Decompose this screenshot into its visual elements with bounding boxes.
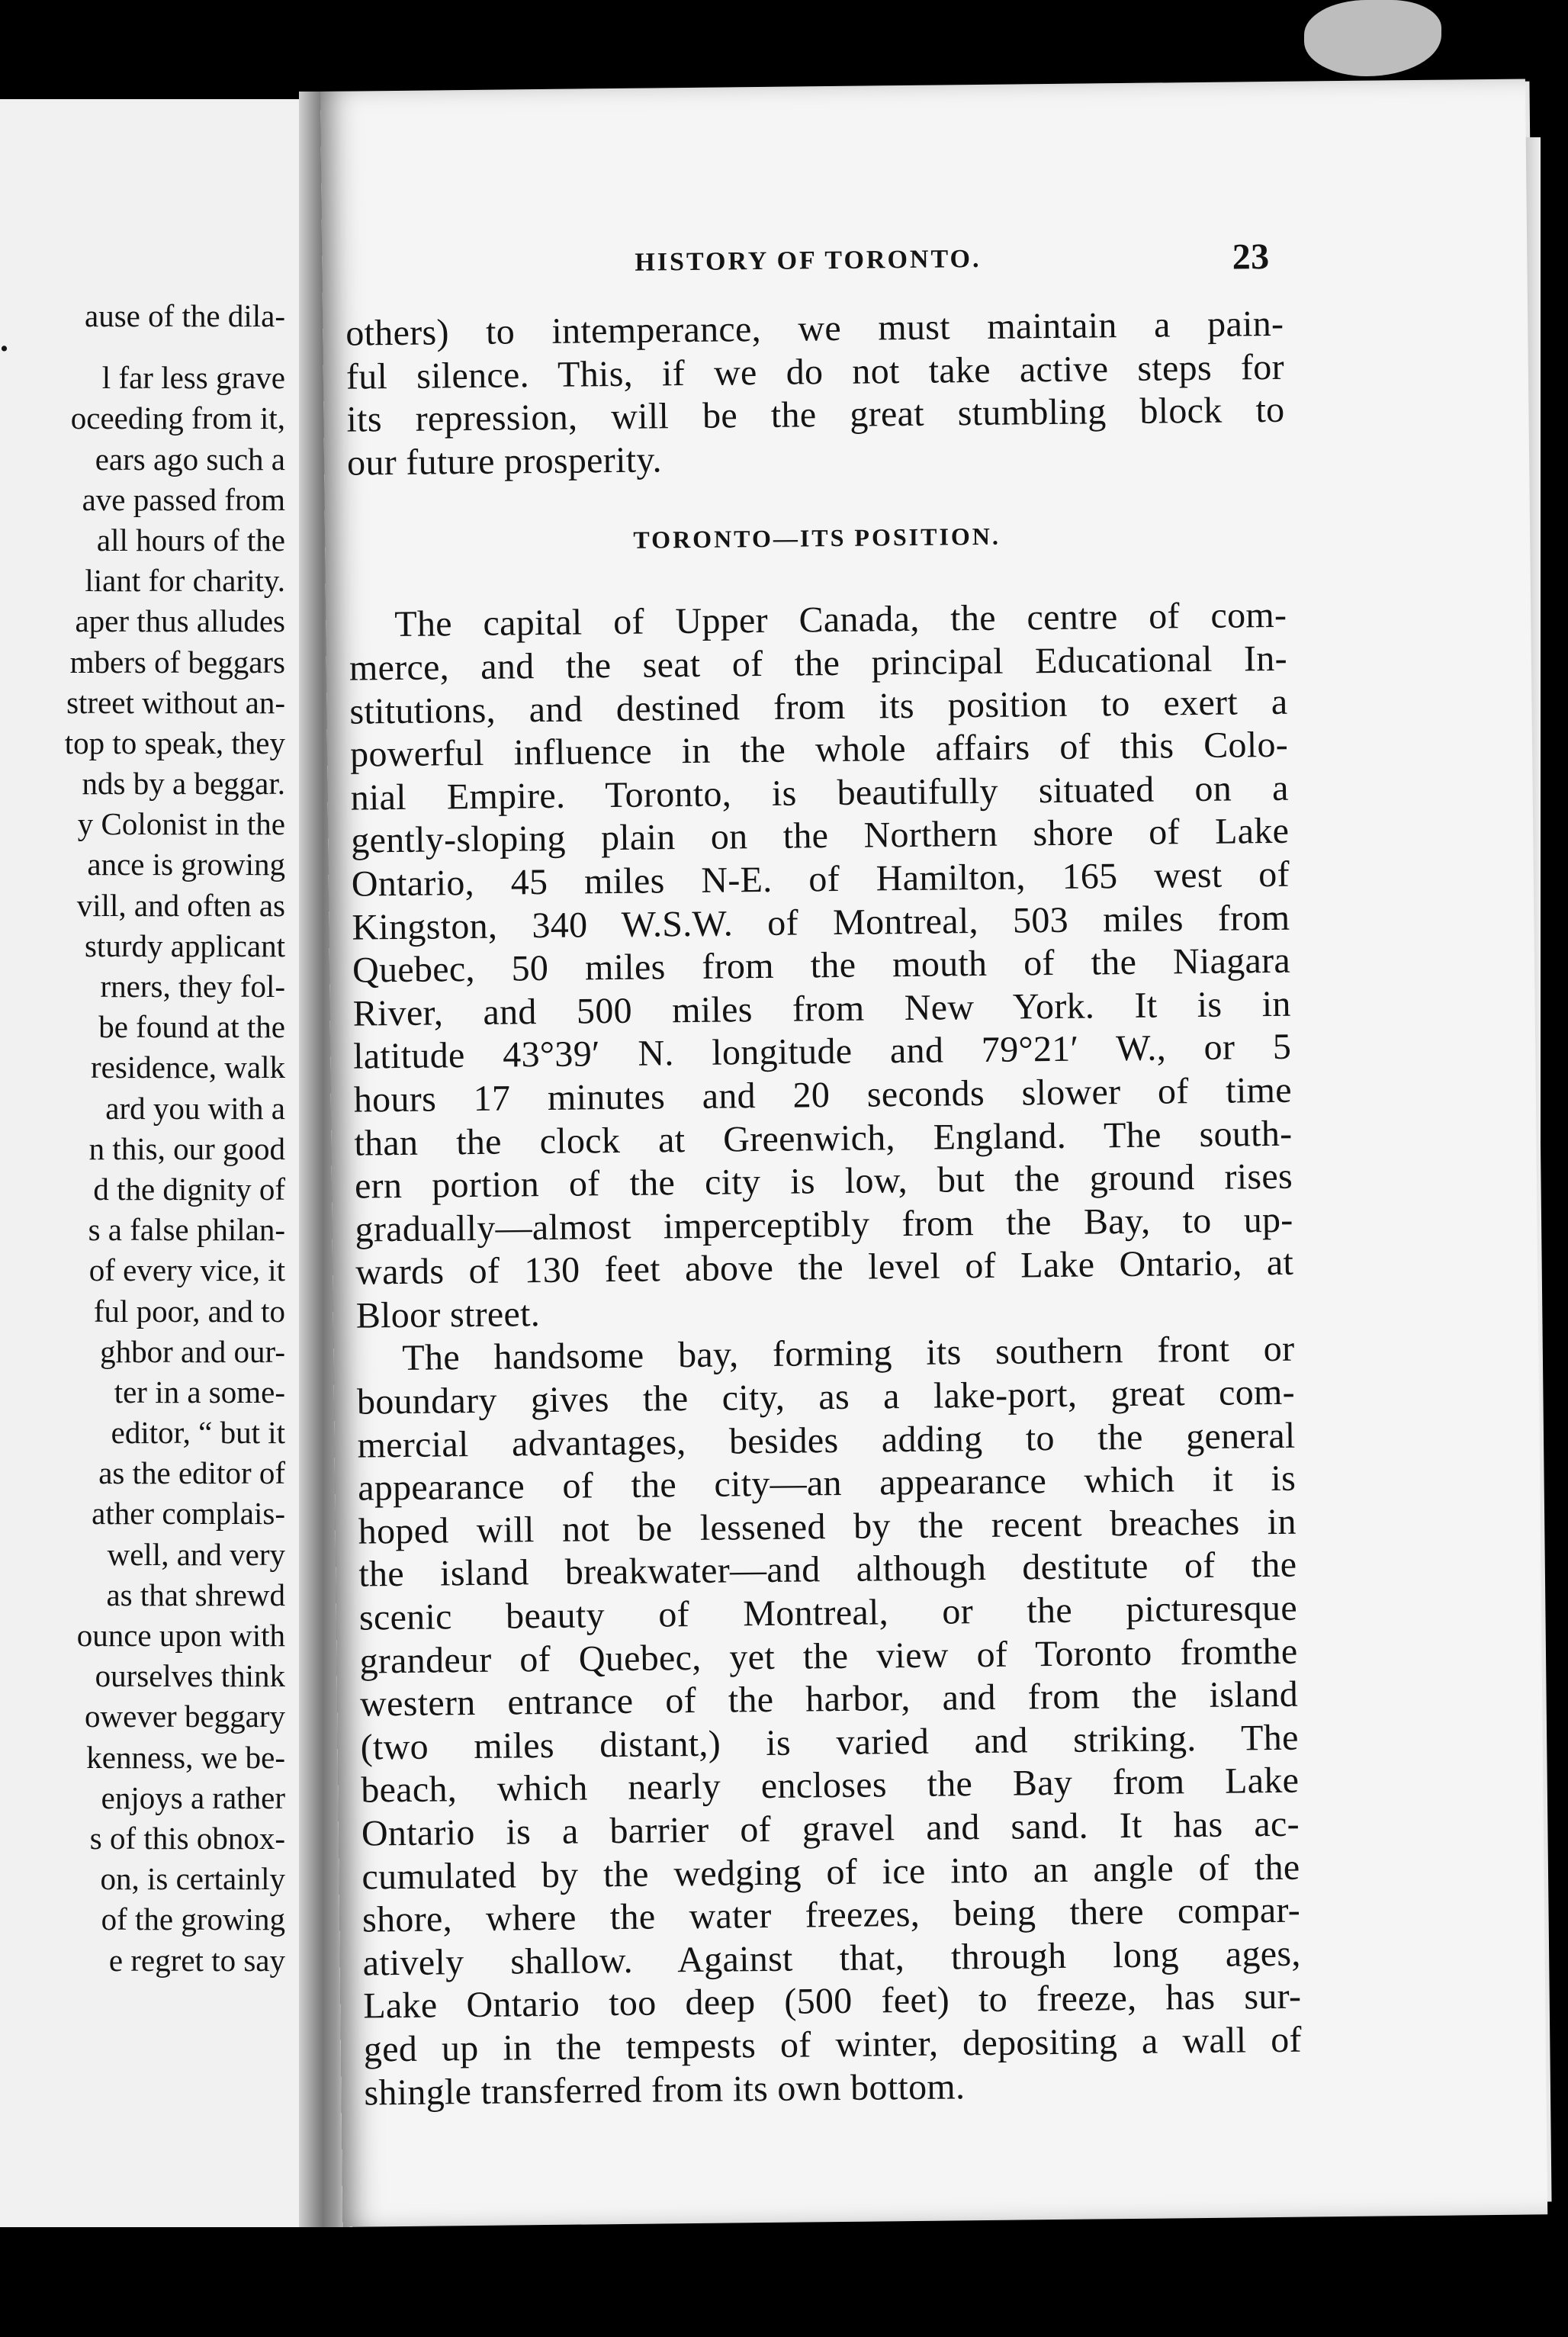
facing-text-line: owever beggary bbox=[85, 1699, 285, 1734]
paragraph-bay bbox=[356, 1328, 1303, 2115]
facing-text-line: kenness, we be- bbox=[86, 1739, 285, 1775]
facing-text-line: sturdy applicant bbox=[84, 927, 285, 963]
text-line: than the clock at Greenwich, England. The south- bbox=[354, 1113, 1293, 1164]
facing-text-line: top to speak, they bbox=[64, 725, 285, 760]
facing-text-line: n this, our good bbox=[88, 1130, 285, 1166]
text-line: appearance of the city—an appearance which it is bbox=[357, 1458, 1296, 1509]
facing-text-line: s of this obnox- bbox=[89, 1820, 285, 1856]
running-head bbox=[345, 227, 1284, 313]
scan-background bbox=[0, 2227, 1568, 2337]
page-23 bbox=[320, 79, 1547, 2226]
facing-page-left bbox=[0, 99, 313, 2227]
facing-text-line: residence, walk bbox=[91, 1050, 285, 1085]
page-number: 23 bbox=[1232, 236, 1270, 278]
text-line: beach, which nearly encloses the Bay from Lake bbox=[361, 1760, 1300, 1811]
facing-text-line: ter in a some- bbox=[114, 1374, 285, 1410]
facing-text-line: well, and very bbox=[107, 1536, 285, 1572]
facing-page-text bbox=[0, 296, 285, 1981]
text-line: The handsome bay, forming its southern front or bbox=[402, 1329, 1295, 1379]
facing-text-line: ourselves think bbox=[95, 1658, 285, 1694]
intro-paragraph bbox=[345, 303, 1285, 485]
facing-text-line: of every vice, it bbox=[88, 1252, 285, 1288]
facing-text-line: ounce upon with bbox=[76, 1618, 285, 1653]
text-line: mercial advantages, besides adding to the general bbox=[357, 1415, 1296, 1466]
text-line: its repression, will be the great stumbling block to bbox=[346, 389, 1285, 440]
facing-page-mark: . bbox=[0, 321, 8, 358]
text-line: gently-sloping plain on the Northern shore of Lake bbox=[351, 811, 1290, 861]
facing-text-line: ghbor and our- bbox=[100, 1333, 285, 1369]
facing-text-line: ave passed from bbox=[82, 481, 285, 517]
facing-text-line: liant for charity. bbox=[85, 563, 285, 599]
facing-text-line: ears ago such a bbox=[95, 441, 285, 477]
text-line: atively shallow. Against that, through long ages, bbox=[362, 1933, 1301, 1984]
facing-text-line: mbers of beggars bbox=[69, 644, 285, 680]
text-line: Kingston, 340 W.S.W. of Montreal, 503 miles from bbox=[352, 897, 1290, 948]
running-head-title: HISTORY OF TORONTO. bbox=[635, 244, 982, 277]
text-line: hours 17 minutes and 20 seconds slower of time bbox=[353, 1069, 1293, 1120]
text-line: merce, and the seat of the principal Educational In- bbox=[349, 638, 1288, 689]
section-heading: TORONTO—ITS POSITION. bbox=[633, 522, 1001, 555]
paragraph-position bbox=[349, 594, 1294, 1338]
text-line: Bloor street. bbox=[355, 1293, 541, 1336]
facing-text-line: on, is certainly bbox=[100, 1861, 285, 1897]
facing-text-line: y Colonist in the bbox=[77, 806, 285, 842]
text-line: Lake Ontario too deep (500 feet) to freeze, has sur- bbox=[363, 1976, 1302, 2027]
facing-text-line: as the editor of bbox=[98, 1455, 285, 1491]
page-content bbox=[345, 227, 1303, 2115]
text-line: cumulated by the wedging of ice into an angle of the bbox=[361, 1847, 1300, 1898]
facing-text-line: be found at the bbox=[98, 1009, 285, 1045]
facing-text-line: ful poor, and to bbox=[93, 1293, 285, 1329]
text-line: powerful influence in the whole affairs of this Colo- bbox=[349, 724, 1289, 775]
text-line: western entrance of the harbor, and from the island bbox=[359, 1673, 1299, 1725]
facing-text-line: e regret to say bbox=[108, 1942, 285, 1978]
facing-text-line: vill, and often as bbox=[76, 887, 285, 923]
facing-text-line: ather complais- bbox=[92, 1496, 285, 1532]
text-line: shore, where the water freezes, being there compar- bbox=[361, 1889, 1301, 1940]
facing-text-line: oceeding from it, bbox=[70, 400, 285, 436]
facing-text-gap bbox=[0, 336, 285, 358]
facing-text-line: d the dignity of bbox=[93, 1171, 285, 1207]
text-line: wards of 130 feet above the level of Lake Ontario, at bbox=[355, 1242, 1294, 1293]
text-line: stitutions, and destined from its position to exert a bbox=[349, 681, 1288, 732]
facing-text-line: street without an- bbox=[66, 684, 285, 720]
facing-text-line: l far less grave bbox=[101, 360, 285, 396]
text-line: the island breakwater—and although destitute of the bbox=[358, 1545, 1297, 1596]
paper-debris bbox=[1304, 0, 1441, 76]
facing-text-line: of the growing bbox=[101, 1901, 285, 1937]
text-line: latitude 43°39′ N. longitude and 79°21′ W., or 5 bbox=[352, 1027, 1292, 1077]
text-line: scenic beauty of Montreal, or the picturesque bbox=[358, 1587, 1298, 1638]
facing-text-line: ance is growing bbox=[87, 847, 285, 882]
text-line: ful silence. This, if we do not take active steps for bbox=[345, 346, 1285, 397]
text-line: Quebec, 50 miles from the mouth of the Niagara bbox=[352, 940, 1291, 991]
text-line: nial Empire. Toronto, is beautifully situated on a bbox=[350, 767, 1289, 818]
text-line: gradually—almost imperceptibly from the Bay, to up- bbox=[355, 1199, 1293, 1250]
text-line: hoped will not be lessened by the recent breaches in bbox=[358, 1501, 1296, 1552]
text-line: Ontario, 45 miles N-E. of Hamilton, 165 west of bbox=[351, 853, 1290, 905]
facing-text-line: aper thus alludes bbox=[75, 603, 285, 639]
text-line: ged up in the tempests of winter, depositing a wall of bbox=[363, 2019, 1303, 2070]
facing-text-line: nds by a beggar. bbox=[82, 766, 285, 802]
text-line: Ontario is a barrier of gravel and sand. It has ac- bbox=[361, 1803, 1300, 1854]
text-line: boundary gives the city, as a lake-port, great com- bbox=[356, 1371, 1296, 1422]
facing-text-line: rners, they fol- bbox=[100, 969, 285, 1004]
text-line: shingle transferred from its own bottom. bbox=[364, 2065, 966, 2114]
facing-text-line: editor, “ but it bbox=[111, 1415, 285, 1451]
facing-text-line: enjoys a rather bbox=[101, 1779, 285, 1815]
text-line: River, and 500 miles from New York. It is in bbox=[352, 983, 1291, 1034]
facing-text-line: s a false philan- bbox=[88, 1212, 285, 1248]
facing-text-line: all hours of the bbox=[96, 522, 285, 558]
text-line: (two miles distant,) is varied and striking. The bbox=[360, 1717, 1299, 1768]
text-line: The capital of Upper Canada, the centre of com- bbox=[394, 595, 1287, 645]
facing-text-line: as that shrewd bbox=[106, 1577, 285, 1612]
text-line: our future prosperity. bbox=[346, 439, 663, 484]
text-line: others) to intemperance, we must maintain a pain- bbox=[345, 303, 1284, 354]
text-line: grandeur of Quebec, yet the view of Toronto fromthe bbox=[359, 1631, 1298, 1682]
text-line: ern portion of the city is low, but the ground rises bbox=[354, 1156, 1293, 1207]
facing-text-line: ause of the dila- bbox=[85, 298, 285, 333]
facing-text-line: ard you with a bbox=[105, 1090, 285, 1126]
